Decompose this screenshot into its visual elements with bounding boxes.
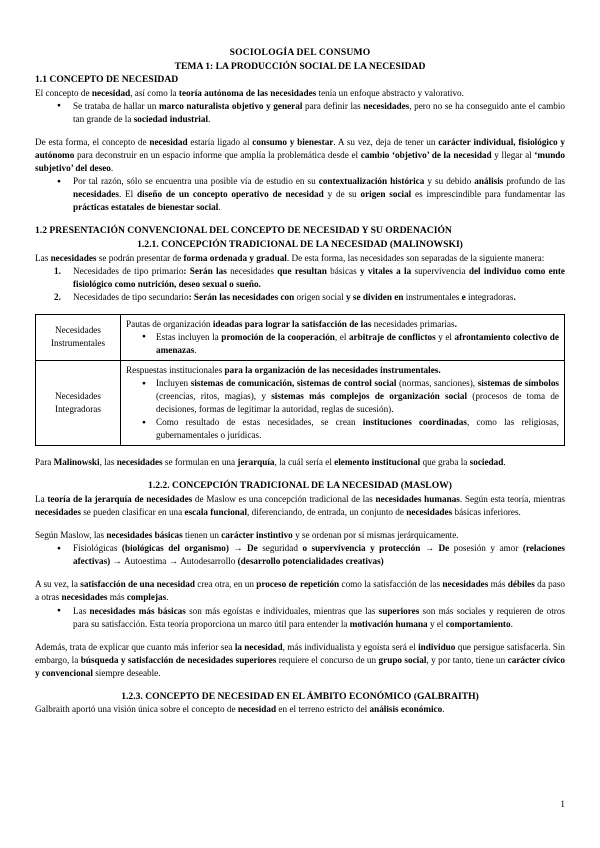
bold-term: .: [454, 318, 457, 329]
bold-term: carácter cívico y convencional: [35, 654, 565, 678]
bold-term: ‘mundo subjetivo’ del deseo: [35, 150, 566, 174]
bold-term: (biológicas del organismo) → De: [117, 543, 263, 554]
cell-text: Respuestas institucionales para la organización de las necesidades instrumentales.: [126, 365, 441, 376]
numbered-list: [35, 265, 565, 304]
subsection-heading: 1.2.3. CONCEPTO DE NECESIDAD EN EL ÁMBITO ECONÓMICO (GALBRAITH): [121, 690, 479, 702]
bold-term: sistemas más complejos de organización social: [271, 391, 467, 402]
bold-term: necesidades: [35, 507, 81, 518]
bold-term: forma ordenada y gradual: [183, 252, 287, 263]
bold-term: teoría autónoma de las necesidades: [178, 87, 317, 98]
bold-term: jerarquía: [237, 457, 275, 468]
bold-term: y se dividen en: [343, 291, 406, 302]
bold-term: comportamiento: [445, 618, 511, 629]
table-row-label: Necesidades Instrumentales: [36, 314, 121, 360]
numbered-item: [54, 291, 565, 304]
bullet-item: ● Las necesidades más básicas son más egoístas e individuales, mientras que las superiores son más sociales y requieren de otros para su satisfacción. Esta teoría proporciona un marco útil para entender la motivación humana y el comportamiento.: [73, 605, 565, 631]
numbered-item: [54, 265, 566, 291]
bold-term: necesidades: [73, 189, 119, 200]
bold-term: marco naturalista objetivo y general: [158, 100, 303, 111]
subsection-heading: 1.2.1. CONCEPCIÓN TRADICIONAL DE LA NECESIDAD (MALINOWSKI): [137, 239, 463, 250]
bold-term: carácter individual, fisiológico y autónomo: [35, 137, 566, 161]
bold-term: débiles: [507, 579, 535, 590]
bold-term: consumo y bienestar: [252, 137, 334, 148]
paragraph: Para Malinowski, las necesidades se formulan en una jerarquía, la cuál sería el elemento institucional que graba la sociedad.: [35, 457, 506, 468]
paragraph: La teoría de la jerarquía de necesidades de Maslow es una concepción tradicional de las necesidades humanas. Según esta teoría, mientras necesidades se pueden clasificar en una escala funcional, diferenciando, de entrada, un conjunto de necesidades básicas inferiores.: [35, 494, 565, 518]
bold-term: promoción de la cooperación: [221, 331, 335, 342]
bold-term: necesidad: [237, 704, 277, 715]
document-page: [35, 46, 565, 717]
bold-term: e: [459, 291, 469, 302]
item-text: Necesidades de tipo secundario: Serán las necesidades con origen social y se dividen en instrumentales e integradoras.: [73, 291, 516, 302]
paragraph: Según Maslow, las necesidades básicas tienen un carácter instintivo y se ordenan por sí mismas jerárquicamente.: [35, 530, 459, 541]
bold-term: .: [513, 291, 516, 302]
bold-term: necesidades: [442, 579, 489, 590]
bold-term: →: [166, 556, 181, 567]
bold-term: satisfacción de una necesidad: [80, 579, 195, 590]
bullet-item: ● Se trataba de hallar un marco naturalista objetivo y general para definir las necesidades, pero no se ha conseguido ante el cambio tan grande de la sociedad industrial.: [73, 100, 565, 126]
bullet-item: ● Incluyen sistemas de comunicación, sistemas de control social (normas, sanciones), sistemas de símbolos (creencias, ritos, magias), y sistemas más complejos de organización social (procesos de toma de decisiones, formas de legitimar la autoridad, reglas de sucesión).: [156, 377, 559, 416]
bold-term: sociedad: [469, 457, 504, 468]
bold-term: carácter instintivo: [221, 530, 293, 541]
cell-text: Pautas de organización ideadas para lograr la satisfacción de las necesidades primarias.: [126, 318, 457, 329]
section-heading: 1.2 PRESENTACIÓN CONVENCIONAL DEL CONCEPTO DE NECESIDAD Y SU ORDENACIÓN: [35, 225, 452, 237]
bold-term: del individuo como ente fisiológico como nutrición, deseo sexual o sueño.: [73, 265, 566, 289]
bold-term: que resultan: [273, 265, 331, 276]
bold-term: cambio ‘objetivo’ de la necesidad: [360, 150, 492, 161]
paragraph: El concepto de necesidad, así como la teoría autónoma de las necesidades tenía un enfoque abstracto y valorativo.: [35, 87, 464, 98]
bold-term: necesidad: [91, 87, 131, 98]
bold-term: ideadas para lograr la satisfacción de las: [210, 318, 374, 329]
bold-term: afrontamiento colectivo de amenazas: [156, 331, 559, 355]
section-heading: 1.1 CONCEPTO DE NECESIDAD: [35, 74, 179, 86]
bold-term: búsqueda y satisfacción de necesidades superiores: [80, 654, 277, 665]
bold-term: prácticas estatales de bienestar social: [73, 202, 219, 213]
bold-term: para la organización de las necesidades instrumentales.: [222, 365, 441, 376]
bullet-list: [126, 331, 559, 357]
bullet-item: ● Por tal razón, sólo se encuentra una posible vía de estudio en su contextualización histórica y su debido análisis profundo de las necesidades. El diseño de un concepto operativo de necesidad y de su origen social es imprescindible para fundamentar las prácticas estatales de bienestar social.: [73, 175, 565, 214]
bullet-list: [35, 175, 565, 214]
bold-term: teoría de la jerarquía de necesidades: [47, 494, 193, 505]
document-subtitle: TEMA 1: LA PRODUCCIÓN SOCIAL DE LA NECESIDAD: [174, 60, 426, 72]
bold-term: y vitales a la: [356, 265, 415, 276]
item-number: 1.: [54, 265, 61, 276]
bold-term: origen social: [360, 189, 412, 200]
table-row: [36, 361, 565, 446]
bold-term: motivación humana: [349, 618, 428, 629]
bold-term: necesidades: [50, 252, 97, 263]
bold-term: necesidades: [406, 507, 453, 518]
bold-term: proceso de repetición: [256, 579, 340, 590]
bold-term: análisis económico: [369, 704, 443, 715]
bullet-list: [126, 377, 559, 442]
bold-term: necesidad: [149, 137, 188, 148]
bold-term: Malinowski: [53, 457, 100, 468]
bold-term: sociedad industrial: [133, 113, 208, 124]
bold-term: necesidades: [116, 457, 163, 468]
bold-term: sistemas de comunicación, sistemas de control social: [190, 378, 397, 389]
bold-term: (relaciones afectivas) →: [73, 543, 565, 567]
subsection-heading: 1.2.2. CONCEPCIÓN TRADICIONAL DE LA NECESIDAD (MASLOW): [148, 480, 452, 492]
bold-term: : Serán las: [183, 265, 231, 276]
bold-term: diseño de un concepto operativo de necesidad: [137, 189, 324, 200]
bold-term: necesidades: [61, 592, 108, 603]
bold-term: elemento institucional: [334, 457, 421, 468]
bullet-list: [35, 605, 565, 631]
bold-term: (desarrollo potencialidades creativas): [235, 556, 384, 567]
bullet-item: ● Como resultado de estas necesidades, se crean instituciones coordinadas, como las religiosas, gubernamentales o jurídicas.: [156, 416, 559, 442]
item-text: Necesidades de tipo primario: Serán las necesidades que resultan básicas y vitales a la supervivencia del individuo como ente fisiológico como nutrición, deseo sexual o sueño.: [73, 265, 566, 289]
bold-term: arbitraje de conflictos: [348, 331, 436, 342]
paragraph: Las necesidades se podrán presentar de forma ordenada y gradual. De esta forma, las necesidades son separadas de la siguiente manera:: [35, 252, 545, 263]
table-cell: [121, 361, 565, 446]
bold-term: : Serán las necesidades con: [188, 291, 297, 302]
paragraph: Además, trata de explicar que cuanto más inferior sea la necesidad, más individualista y egoísta será el individuo que persigue satisfacerla. Sin embargo, la búsqueda y satisfacción de necesidades superiores requiere el concurso de un grupo social, y por tanto, tiene un carácter cívico y convencional siempre deseable.: [35, 641, 565, 678]
bullet-list: [35, 542, 565, 568]
table-cell: [121, 314, 565, 360]
bold-term: necesidades humanas: [375, 494, 460, 505]
item-number: 2.: [54, 291, 61, 302]
bullet-item: ● Estas incluyen la promoción de la cooperación, el arbitraje de conflictos y el afrontamiento colectivo de amenazas.: [156, 331, 559, 357]
bold-term: individuo: [418, 641, 456, 652]
bold-term: necesidades básicas: [106, 530, 183, 541]
bullet-item: ● Fisiológicas (biológicas del organismo) → De seguridad o supervivencia y protección → De posesión y amor (relaciones afectivas) → Autoestima → Autodesarrollo (desarrollo potencialidades creativas): [73, 542, 565, 568]
paragraph: A su vez, la satisfacción de una necesidad crea otra, en un proceso de repetición como la satisfacción de las necesidades más débiles da paso a otras necesidades más complejas.: [35, 579, 565, 603]
bold-term: grupo social: [378, 654, 427, 665]
document-title: SOCIOLOGÍA DEL CONSUMO: [229, 47, 371, 58]
bold-term: instituciones coordinadas: [362, 417, 467, 428]
paragraph: De esta forma, el concepto de necesidad estaría ligado al consumo y bienestar. A su vez, deja de tener un carácter individual, fisiológico y autónomo para deconstruir en un espacio informe que amplía la problemática desde el cambio ‘objetivo’ de la necesidad y llegar al ‘mundo subjetivo’ del deseo.: [35, 137, 566, 174]
bold-term: la necesidad: [234, 641, 283, 652]
bold-term: complejas: [126, 592, 167, 603]
bold-term: necesidades: [363, 100, 410, 111]
needs-table: [35, 314, 565, 447]
bold-term: sistemas de símbolos: [477, 378, 559, 389]
page-number: 1: [560, 799, 565, 809]
bold-term: necesidades más básicas: [89, 605, 186, 616]
table-row: [36, 314, 565, 360]
table-row-label: Necesidades Integradoras: [36, 361, 121, 446]
bullet-list: [35, 100, 565, 126]
paragraph: Galbraith aportó una visión única sobre el concepto de necesidad en el terreno estricto del análisis económico.: [35, 704, 445, 715]
bold-term: superiores: [378, 605, 420, 616]
bold-term: análisis: [474, 176, 504, 187]
bold-term: contextualización histórica: [318, 176, 425, 187]
bold-term: escala funcional: [184, 507, 248, 518]
bold-term: o supervivencia y protección → De: [297, 543, 454, 554]
